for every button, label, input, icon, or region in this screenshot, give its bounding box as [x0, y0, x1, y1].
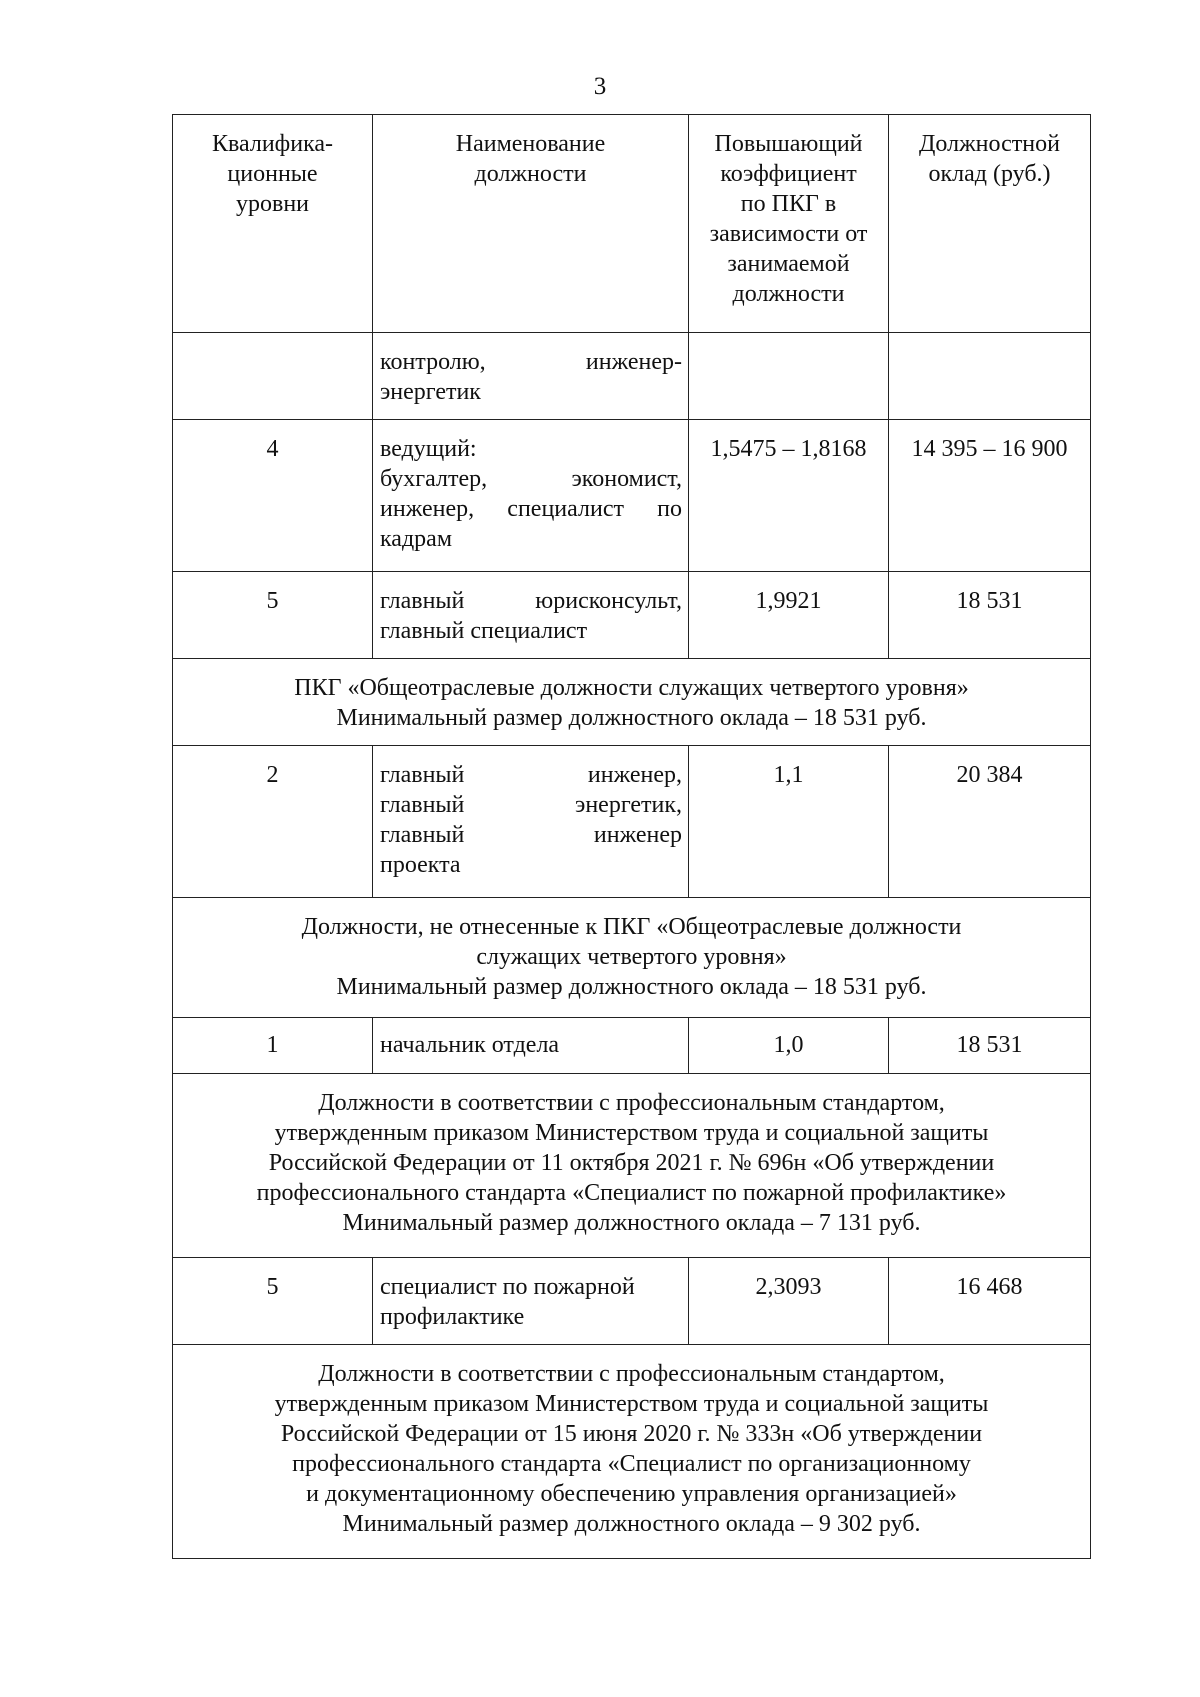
section-row: [173, 1074, 1091, 1258]
cell-level: [173, 333, 373, 420]
section-heading: Должности в соответствии с профессиональным стандартом, утвержденным приказом Министерством труда и социальной защиты Российской Федерации от 11 октября 2021 г. № 696н «Об утверждении профессионального стандарта «Специалист по пожарной профилактике» Минимальный размер должностного оклада – 7 131 руб.: [173, 1074, 1091, 1258]
cell-coef: [689, 333, 889, 420]
salary-table: [172, 114, 1091, 1559]
cell-position: ведущий: бухгалтер, экономист, инженер, специалист по кадрам: [373, 420, 689, 572]
table-row: [173, 333, 1091, 420]
cell-salary: 20 384: [889, 746, 1091, 898]
cell-salary: [889, 333, 1091, 420]
cell-coef: 1,5475 – 1,8168: [689, 420, 889, 572]
section-row: [173, 659, 1091, 746]
cell-coef: 1,1: [689, 746, 889, 898]
table-row: [173, 1258, 1091, 1345]
cell-position: главный инженер, главный энергетик, главный инженер проекта: [373, 746, 689, 898]
cell-level: 1: [173, 1018, 373, 1074]
cell-salary: 16 468: [889, 1258, 1091, 1345]
cell-coef: 1,0: [689, 1018, 889, 1074]
section-heading: Должности в соответствии с профессиональным стандартом, утвержденным приказом Министерством труда и социальной защиты Российской Федерации от 15 июня 2020 г. № 333н «Об утверждении профессионального стандарта «Специалист по организационному и документационному обеспечению управления организацией» Минимальный размер должностного оклада – 9 302 руб.: [173, 1345, 1091, 1559]
header-salary: Должностной оклад (руб.): [889, 115, 1091, 333]
cell-level: 2: [173, 746, 373, 898]
cell-position: контролю, инженер- энергетик: [373, 333, 689, 420]
section-row: [173, 1345, 1091, 1559]
section-heading: ПКГ «Общеотраслевые должности служащих четвертого уровня» Минимальный размер должностного оклада – 18 531 руб.: [173, 659, 1091, 746]
cell-level: 5: [173, 1258, 373, 1345]
cell-salary: 18 531: [889, 1018, 1091, 1074]
header-coef: Повышающий коэффициент по ПКГ в зависимости от занимаемой должности: [689, 115, 889, 333]
section-heading: Должности, не отнесенные к ПКГ «Общеотраслевые должности служащих четвертого уровня» Минимальный размер должностного оклада – 18 531 руб.: [173, 898, 1091, 1018]
cell-coef: 2,3093: [689, 1258, 889, 1345]
table-row: [173, 1018, 1091, 1074]
table-header-row: [173, 115, 1091, 333]
header-name: Наименование должности: [373, 115, 689, 333]
cell-level: 5: [173, 572, 373, 659]
cell-salary: 14 395 – 16 900: [889, 420, 1091, 572]
page-number: 3: [593, 73, 607, 100]
table-row: [173, 572, 1091, 659]
table-row: [173, 420, 1091, 572]
cell-position: начальник отдела: [373, 1018, 689, 1074]
cell-position: главный юрисконсульт, главный специалист: [373, 572, 689, 659]
cell-position: специалист по пожарной профилактике: [373, 1258, 689, 1345]
section-row: [173, 898, 1091, 1018]
cell-salary: 18 531: [889, 572, 1091, 659]
header-level: Квалифика- ционные уровни: [173, 115, 373, 333]
table-row: [173, 746, 1091, 898]
cell-level: 4: [173, 420, 373, 572]
cell-coef: 1,9921: [689, 572, 889, 659]
